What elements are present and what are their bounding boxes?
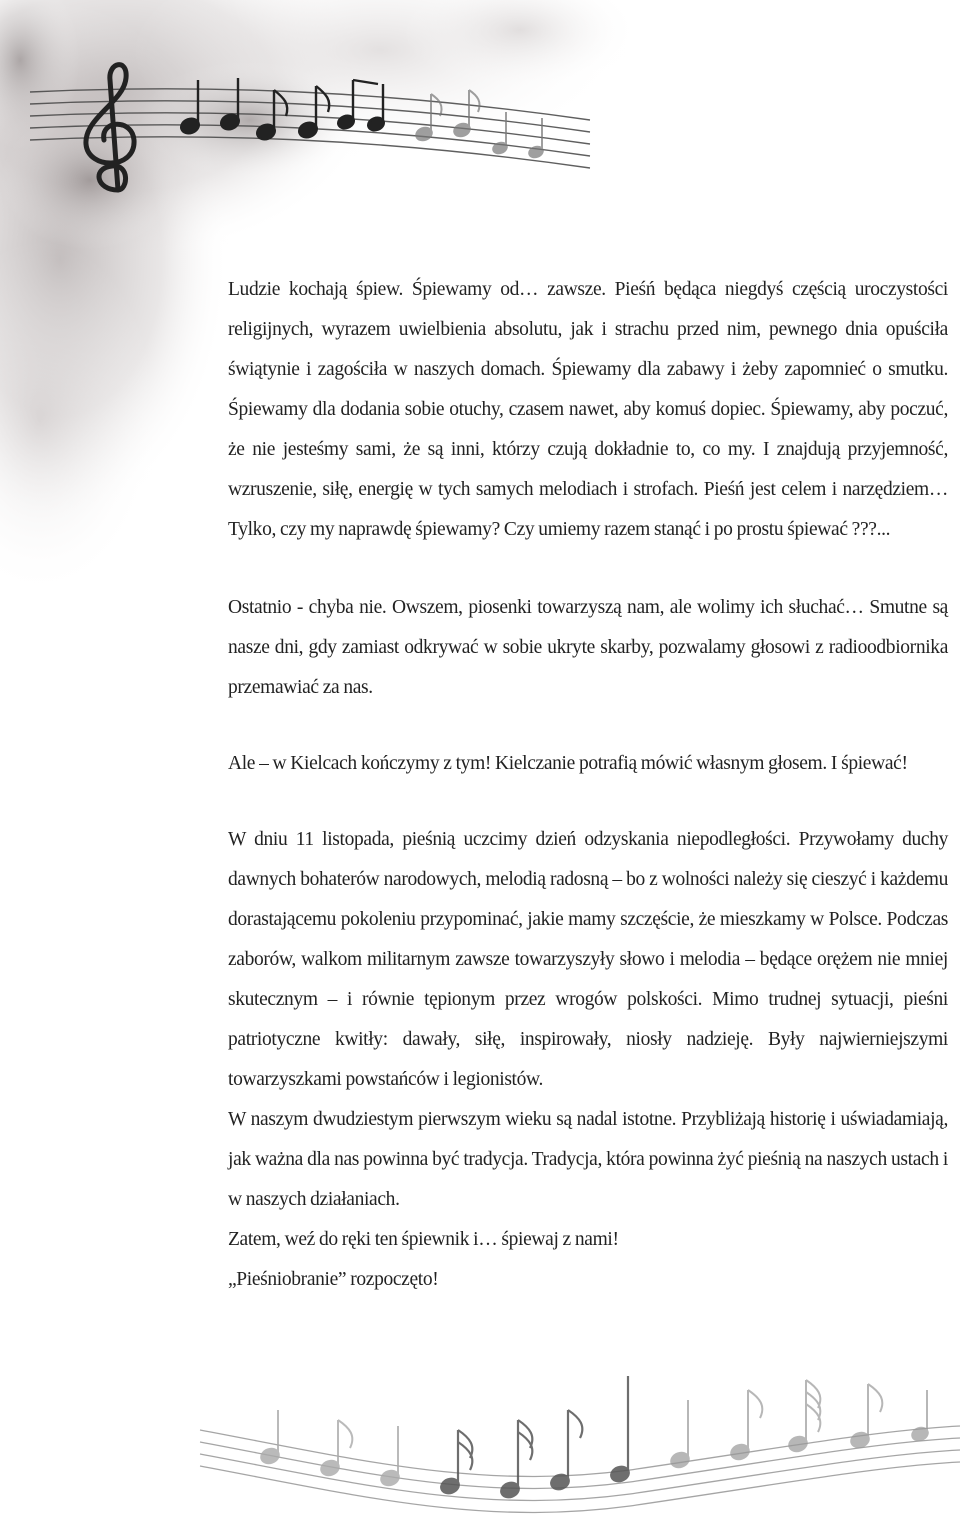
document-body xyxy=(228,270,948,1300)
invite-paragraph: Zatem, weź do ręki ten śpiewnik i… śpiewaj z nami! xyxy=(228,1229,619,1250)
lately-paragraph: Ostatnio - chyba nie. Owszem, piosenki towarzyszą nam, ale wolimy ich słuchać… Smutne są nasze dni, gdy zamiast odkrywać w sobie ukryte skarby, pozwalamy głosowi z radioodbiornika przemawiać za nas. xyxy=(228,597,948,698)
november-paragraph: W dniu 11 listopada, pieśnią uczcimy dzień odzyskania niepodległości. Przywołamy duchy dawnych bohaterów narodowych, melodią radosną – bo z wolności należy się cieszyć i każdemu dorastającemu pokoleniu przypominać, jakie mamy szczęście, że mieszkamy w Polsce. Podczas zaborów, walkom militarnym zawsze towarzyszyły słowo i melodia – będące orężem nie mniej skutecznym – i równie tępionym przez wrogów polskości. Mimo trudnej sytuacji, pieśni patriotyczne kwitły: dawały, siłę, inspirowały, niosły nadzieję. Były najwierniejszymi towarzyszkami powstańców i legionistów. xyxy=(228,829,948,1090)
kielce-paragraph: Ale – w Kielcach kończymy z tym! Kielczanie potrafią mówić własnym głosem. I śpiewać! xyxy=(228,753,908,774)
intro-paragraph: Ludzie kochają śpiew. Śpiewamy od… zawsze. Pieśń będąca niegdyś częścią uroczystości religijnych, wyrazem uwielbienia absolutu, jak i strachu przed nim, pewnego dnia opuściła świątynie i zagościła w naszych domach. Śpiewamy dla zabawy i żeby zapomnieć o smutku. Śpiewamy dla dodania sobie otuchy, czasem nawet, aby komuś dopiec. Śpiewamy, aby poczuć, że nie jesteśmy sami, że są inni, którzy czują dokładnie to, co my. I znajdują przyjemność, wzruszenie, siłę, energię w tych samych melodiach i strofach. Pieśń jest celem i narzędziem… Tylko, czy my naprawdę śpiewamy? Czy umiemy razem stanąć i po prostu śpiewać ???... xyxy=(228,279,948,540)
music-notes-staff-icon xyxy=(180,1360,960,1526)
start-paragraph: „Pieśniobranie” rozpoczęto! xyxy=(228,1269,439,1290)
century-paragraph: W naszym dwudziestym pierwszym wieku są nadal istotne. Przybliżają historię i uświadamiają, jak ważna dla nas powinna być tradycja. Tradycja, która powinna żyć pieśnią na naszych ustach i w naszych działaniach. xyxy=(228,1109,948,1210)
treble-clef-staff-icon xyxy=(0,40,600,220)
